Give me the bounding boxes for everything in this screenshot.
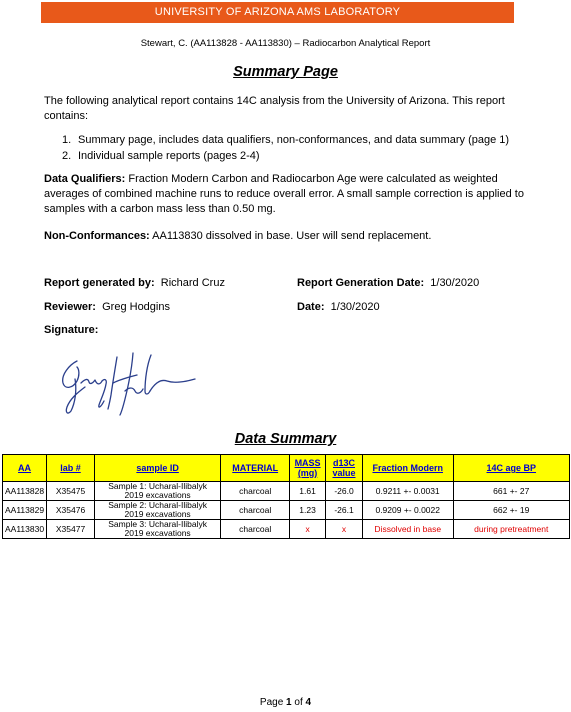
cell-material: charcoal xyxy=(221,501,290,520)
cell-mass: 1.61 xyxy=(290,482,326,501)
data-qualifiers: Data Qualifiers: Fraction Modern Carbon and Radiocarbon Age were calculated as weighted averages of combined machine runs to reduce overall error. A small sample correction is applied to samples with a carbon mass less than 0.50 mg. xyxy=(44,173,524,215)
header-lab: lab # xyxy=(47,455,95,482)
review-date: Date: 1/30/2020 xyxy=(297,301,380,313)
cell-aa: AA113830 xyxy=(3,520,47,539)
cell-mass: x xyxy=(290,520,326,539)
cell-sample: Sample 2: Ucharal-Ilibalyk 2019 excavations xyxy=(94,501,220,520)
report-subtitle: Stewart, C. (AA113828 - AA113830) – Radiocarbon Analytical Report xyxy=(140,38,431,49)
cell-d13c: x xyxy=(326,520,363,539)
header-mass: MASS (mg) xyxy=(290,455,326,482)
cell-lab: X35476 xyxy=(47,501,95,520)
lab-banner: UNIVERSITY OF ARIZONA AMS LABORATORY xyxy=(41,2,514,23)
header-sample-id: sample ID xyxy=(94,455,220,482)
report-generated-by: Report generated by: Richard Cruz xyxy=(44,277,225,289)
header-fraction-modern: Fraction Modern xyxy=(362,455,453,482)
summary-heading: Summary Page xyxy=(233,64,338,80)
report-generation-date: Report Generation Date: 1/30/2020 xyxy=(297,277,480,289)
non-conformances: Non-Conformances: AA113830 dissolved in base. User will send replacement. xyxy=(44,230,432,242)
cell-age: 662 +- 19 xyxy=(453,501,569,520)
cell-d13c: -26.0 xyxy=(326,482,363,501)
list-item: 2. Individual sample reports (pages 2-4) xyxy=(62,150,260,162)
cell-age: 661 +- 27 xyxy=(453,482,569,501)
signature-label: Signature: xyxy=(44,324,99,336)
header-aa: AA xyxy=(3,455,47,482)
intro-paragraph: The following analytical report contains 14C analysis from the University of Arizona. This report contains: xyxy=(44,95,505,122)
table-header-row xyxy=(3,455,570,482)
table-row xyxy=(3,501,570,520)
header-material: MATERIAL xyxy=(221,455,290,482)
cell-aa: AA113828 xyxy=(3,482,47,501)
table-row xyxy=(3,482,570,501)
cell-fraction-modern: Dissolved in base xyxy=(362,520,453,539)
cell-aa: AA113829 xyxy=(3,501,47,520)
cell-fraction-modern: 0.9211 +- 0.0031 xyxy=(362,482,453,501)
cell-lab: X35475 xyxy=(47,482,95,501)
table-row xyxy=(3,520,570,539)
list-item: 1. Summary page, includes data qualifiers, non-conformances, and data summary (page 1) xyxy=(62,134,510,146)
data-summary-heading: Data Summary xyxy=(234,431,337,447)
cell-material: charcoal xyxy=(221,482,290,501)
cell-d13c: -26.1 xyxy=(326,501,363,520)
page-number: Page 1 of 4 xyxy=(259,697,312,708)
header-d13c: d13C value xyxy=(326,455,363,482)
cell-age: during pretreatment xyxy=(453,520,569,539)
cell-fraction-modern: 0.9209 +- 0.0022 xyxy=(362,501,453,520)
cell-material: charcoal xyxy=(221,520,290,539)
data-summary-table xyxy=(2,454,570,539)
cell-lab: X35477 xyxy=(47,520,95,539)
cell-mass: 1.23 xyxy=(290,501,326,520)
signature-image xyxy=(55,343,205,418)
cell-sample: Sample 1: Ucharal-Ilibalyk 2019 excavations xyxy=(94,482,220,501)
contents-list xyxy=(62,132,509,164)
cell-sample: Sample 3: Ucharal-Ilibalyk 2019 excavations xyxy=(94,520,220,539)
reviewer: Reviewer: Greg Hodgins xyxy=(44,301,170,313)
header-age: 14C age BP xyxy=(453,455,569,482)
